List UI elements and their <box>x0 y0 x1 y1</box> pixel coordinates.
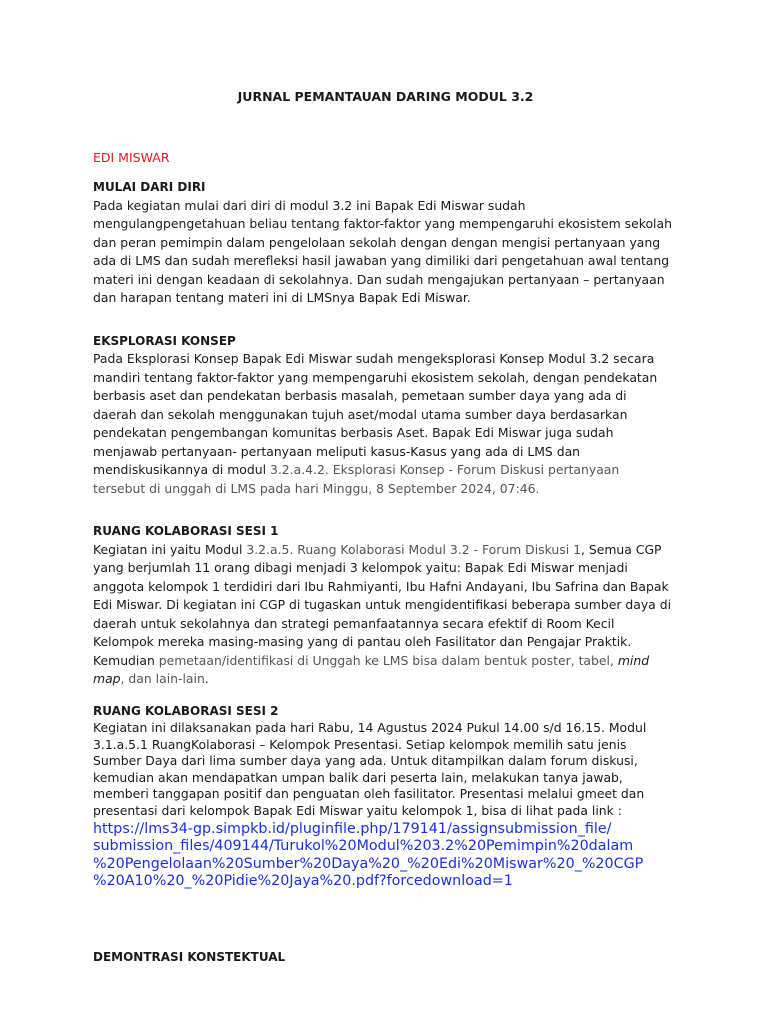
section-heading: DEMONTRASI KONSTEKTUAL <box>93 949 286 964</box>
body-text: Kegiatan ini yaitu Modul <box>93 541 247 557</box>
section-body <box>93 350 672 498</box>
link-line[interactable]: %20A10%20_%20Pidie%20Jaya%20.pdf?forcedownload=1 <box>93 873 513 890</box>
section-heading: RUANG KOLABORASI SESI 2 <box>93 703 279 718</box>
section-heading: EKSPLORASI KONSEP <box>93 333 236 348</box>
author-name: EDI MISWAR <box>93 150 170 165</box>
link-line[interactable]: submission_files/409144/Turukol%20Modul%203.2%20Pemimpin%20dalam <box>93 838 634 855</box>
section-demonstrasi-kontekstual <box>93 948 672 967</box>
section-body <box>93 541 672 689</box>
submission-link[interactable] <box>93 821 672 890</box>
body-text-gray: 3.2.a.5. Ruang Kolaborasi Modul 3.2 - Forum Diskusi 1 <box>246 541 581 557</box>
section-heading: MULAI DARI DIRI <box>93 180 206 194</box>
section-eksplorasi-konsep <box>93 332 672 499</box>
body-text-gray: pemetaan/identifikasi di Unggah ke LMS bisa dalam bentuk poster, tabel, <box>158 652 618 668</box>
body-text-gray: , dan lain-lain <box>120 671 205 686</box>
body-text: , Semua CGP yang berjumlah 11 orang dibagi menjadi 3 kelompok yaitu: Bapak Edi Miswar menjadi anggota kelompok 1 terdidiri dari Ibu Rahmiyanti, Ibu Hafni Andayani, Ibu Safrina dan Bapak Edi Miswar. Di kegiatan ini CGP di tugaskan untuk mengidentifikasi beberapa sumber daya di daerah untuk sekolahnya dan strategi pemanfaatannya secara efektif di Room Kecil Kelompok mereka masing-masing yang di pantau oleh Fasilitator dan Pengajar Praktik. Kemudian <box>93 541 672 668</box>
link-line[interactable]: %20Pengelolaan%20Sumber%20Daya%20_%20Edi%20Miswar%20_%20CGP <box>93 855 644 872</box>
section-ruang-kolaborasi-1 <box>93 522 672 689</box>
section-body: Kegiatan ini dilaksanakan pada hari Rabu, 14 Agustus 2024 Pukul 14.00 s/d 16.15. Modul 3.1.a.5.1 RuangKolaborasi – Kelompok Presentasi. Setiap kelompok memilih satu jenis Sumber Daya dari lima sumber daya yang ada. Untuk ditampilkan dalam forum diskusi, kemudian akan mendapatkan umpan balik dari peserta lain, melakukan tanya jawab, memberi tanggapan positif dan penguatan oleh fasilitator. Presentasi melalui gmeet dan presentasi dari kelompok Bapak Edi Miswar yaitu kelompok 1, bisa di lihat pada link : <box>93 720 647 818</box>
section-ruang-kolaborasi-2 <box>93 702 672 890</box>
section-mulai-dari-diri <box>93 178 672 308</box>
document-title: JURNAL PEMANTAUAN DARING MODUL 3.2 <box>237 89 534 104</box>
body-text-gray: 3.2.a.4.2. Eksplorasi Konsep - Forum Diskusi pertanyaan tersebut di unggah di LMS pada hari Minggu, 8 September 2024, 07:46. <box>93 462 620 496</box>
body-text: Pada Eksplorasi Konsep Bapak Edi Miswar sudah mengeksplorasi Konsep Modul 3.2 secara mandiri tentang faktor-faktor yang mempengaruhi ekosistem sekolah, dengan pendekatan berbasis aset dan pendekatan berbasis masalah, pemetaan sumber daya yang ada di daerah dan sekolah menggunakan tujuh aset/modal utama sumber daya berdasarkan pendekatan pengembangan komunitas berbasis Aset. Bapak Edi Miswar juga sudah menjawab pertanyaan- pertanyaan meliputi kasus-Kasus yang ada di LMS dan mendiskusikannya di modul <box>93 351 658 477</box>
section-body: Pada kegiatan mulai dari diri di modul 3.2 ini Bapak Edi Miswar sudah mengulangpengetahuan beliau tentang faktor-faktor yang mempengaruhi ekosistem sekolah dan peran pemimpin dalam pengelolaan sekolah dengan dengan mengisi pertanyaan yang ada di LMS dan sudah merefleksi hasil jawaban yang dimiliki dari pengetahuan awal tentang materi ini dengan keadaan di sekolahnya. Dan sudah mengajukan pertanyaan – pertanyaan dan harapan tentang materi ini di LMSnya Bapak Edi Miswar. <box>93 197 672 305</box>
link-line[interactable]: https://lms34-gp.simpkb.id/pluginfile.php/179141/assignsubmission_file/ <box>93 820 612 837</box>
body-text-italic: mind map <box>93 652 650 686</box>
body-text: . <box>204 671 209 686</box>
section-heading: RUANG KOLABORASI SESI 1 <box>93 524 279 538</box>
